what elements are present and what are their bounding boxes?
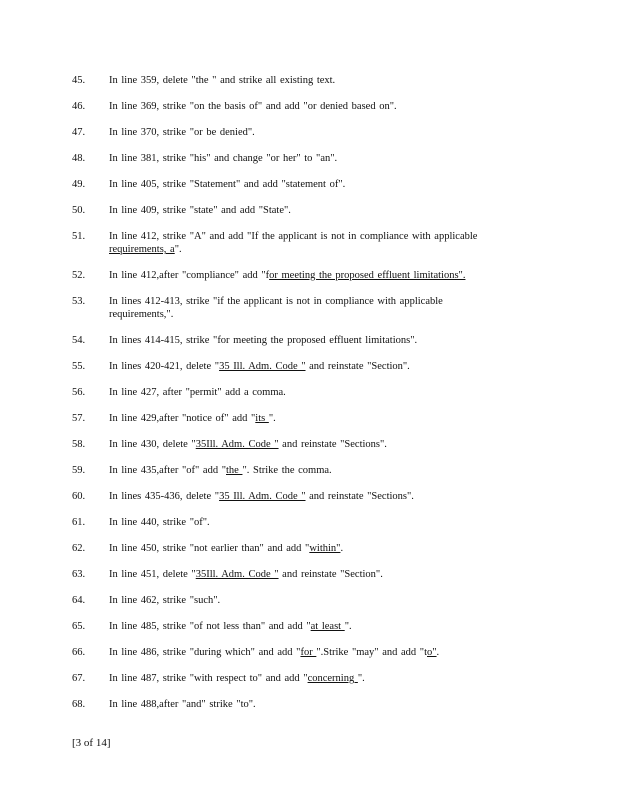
amendment-number: 58. <box>72 439 86 450</box>
amendment-text <box>109 698 509 711</box>
amendment-text <box>109 204 509 217</box>
amendment-text <box>109 152 509 165</box>
underlined-insertion: or meeting the proposed effluent limitations". <box>269 270 466 281</box>
amendment-text <box>109 542 509 555</box>
amendment-text-segment: In line 450, strike "not earlier than" and add " <box>109 543 310 554</box>
underlined-insertion: 35 Ill. Adm. Code " <box>219 361 306 372</box>
amendment-text-segment: In line 487, strike "with respect to" and add " <box>109 673 308 684</box>
amendment-number: 48. <box>72 153 86 164</box>
underlined-insertion: requirements, a <box>109 244 175 255</box>
amendment-number: 56. <box>72 387 86 398</box>
amendment-number: 52. <box>72 270 86 281</box>
amendment-number: 65. <box>72 621 86 632</box>
amendment-number: 66. <box>72 647 86 658</box>
amendment-number: 61. <box>72 517 86 528</box>
amendment-text <box>109 230 509 256</box>
amendment-text-segment: In line 381, strike "his" and change "or her" to "an". <box>109 153 338 164</box>
amendment-number: 53. <box>72 296 86 307</box>
amendment-text-segment: In line 370, strike "or be denied". <box>109 127 255 138</box>
amendment-text-segment: ".Strike "may" and add "t <box>316 647 427 658</box>
amendment-text-segment: and reinstate "Section". <box>305 361 410 372</box>
amendment-text <box>109 412 509 425</box>
amendment-text-segment: In line 451, delete " <box>109 569 196 580</box>
amendment-text-segment: ". <box>268 413 276 424</box>
amendment-number: 45. <box>72 75 86 86</box>
amendment-number: 54. <box>72 335 86 346</box>
amendment-text-segment: In lines 420-421, delete " <box>109 361 220 372</box>
amendment-text-segment: . <box>436 647 440 658</box>
amendment-text <box>109 100 509 113</box>
amendment-text-segment: ". Strike the comma. <box>242 465 332 476</box>
underlined-insertion: 35Ill. Adm. Code " <box>195 439 279 450</box>
amendment-number: 55. <box>72 361 86 372</box>
underlined-insertion: 35Ill. Adm. Code " <box>195 569 279 580</box>
amendment-text <box>109 334 509 347</box>
amendment-text <box>109 360 509 373</box>
amendment-text-segment: In line 369, strike "on the basis of" and add "or denied based on". <box>109 101 397 112</box>
amendment-text <box>109 490 509 503</box>
amendment-number: 49. <box>72 179 86 190</box>
amendment-number: 68. <box>72 699 86 710</box>
underlined-insertion: 35 Ill. Adm. Code " <box>219 491 306 502</box>
amendment-number: 51. <box>72 231 86 242</box>
amendment-text-segment: . <box>340 543 344 554</box>
amendment-number: 63. <box>72 569 86 580</box>
amendment-text <box>109 295 509 321</box>
amendment-text-segment: ". <box>174 244 182 255</box>
amendment-text-segment: In line 485, strike "of not less than" and add " <box>109 621 311 632</box>
underlined-insertion: for <box>300 647 317 658</box>
amendment-text-segment: In line 440, strike "of". <box>109 517 210 528</box>
amendment-number: 50. <box>72 205 86 216</box>
amendment-text <box>109 269 509 282</box>
amendment-text-segment: In lines 414-415, strike "for meeting the proposed effluent limitations". <box>109 335 418 346</box>
amendment-text-segment: In lines 435-436, delete " <box>109 491 220 502</box>
amendment-text-segment: In line 429,after "notice of" add " <box>109 413 256 424</box>
amendment-text-segment: ". <box>357 673 365 684</box>
amendment-text-segment: and reinstate "Sections". <box>278 439 387 450</box>
amendment-text <box>109 126 509 139</box>
amendment-text <box>109 620 509 633</box>
amendment-text-segment: ". <box>344 621 352 632</box>
amendment-number: 46. <box>72 101 86 112</box>
amendment-number: 67. <box>72 673 86 684</box>
amendment-text-segment: In line 359, delete "the " and strike all existing text. <box>109 75 336 86</box>
amendment-text <box>109 178 509 191</box>
underlined-insertion: o" <box>427 647 437 658</box>
amendment-text <box>109 646 509 659</box>
amendment-text-segment: In line 405, strike "Statement" and add "statement of". <box>109 179 346 190</box>
amendment-number: 59. <box>72 465 86 476</box>
amendment-text-segment: In line 430, delete " <box>109 439 196 450</box>
amendment-text <box>109 74 509 87</box>
amendment-text <box>109 672 509 685</box>
amendment-text-segment: In line 412, strike "A" and add "If the applicant is not in compliance with applicable <box>109 231 478 242</box>
amendment-text-segment: In line 409, strike "state" and add "State". <box>109 205 291 216</box>
underlined-insertion: within" <box>309 543 341 554</box>
amendment-text-segment: In line 435,after "of" add " <box>109 465 226 476</box>
amendment-number: 64. <box>72 595 86 606</box>
amendment-text-segment: In line 412,after "compliance" add "f <box>109 270 270 281</box>
page-number: [3 of 14] <box>72 737 111 749</box>
amendment-text-segment: In line 486, strike "during which" and add " <box>109 647 301 658</box>
amendment-text <box>109 386 509 399</box>
underlined-insertion: its <box>255 413 269 424</box>
amendment-text-segment: and reinstate "Sections". <box>305 491 414 502</box>
amendment-text <box>109 568 509 581</box>
amendment-text-segment: In lines 412-413, strike "if the applicant is not in compliance with applicable requirements,". <box>109 296 443 320</box>
underlined-insertion: the <box>226 465 243 476</box>
underlined-insertion: concerning <box>307 673 358 684</box>
underlined-insertion: at least <box>310 621 345 632</box>
amendment-text-segment: In line 427, after "permit" add a comma. <box>109 387 286 398</box>
amendment-text <box>109 438 509 451</box>
amendment-text-segment: and reinstate "Section". <box>278 569 383 580</box>
amendment-number: 47. <box>72 127 86 138</box>
amendment-number: 62. <box>72 543 86 554</box>
amendment-text <box>109 594 509 607</box>
amendment-text-segment: In line 462, strike "such". <box>109 595 221 606</box>
amendment-number: 57. <box>72 413 86 424</box>
amendment-number: 60. <box>72 491 86 502</box>
amendment-text-segment: In line 488,after "and" strike "to". <box>109 699 256 710</box>
amendment-text <box>109 516 509 529</box>
amendment-text <box>109 464 509 477</box>
